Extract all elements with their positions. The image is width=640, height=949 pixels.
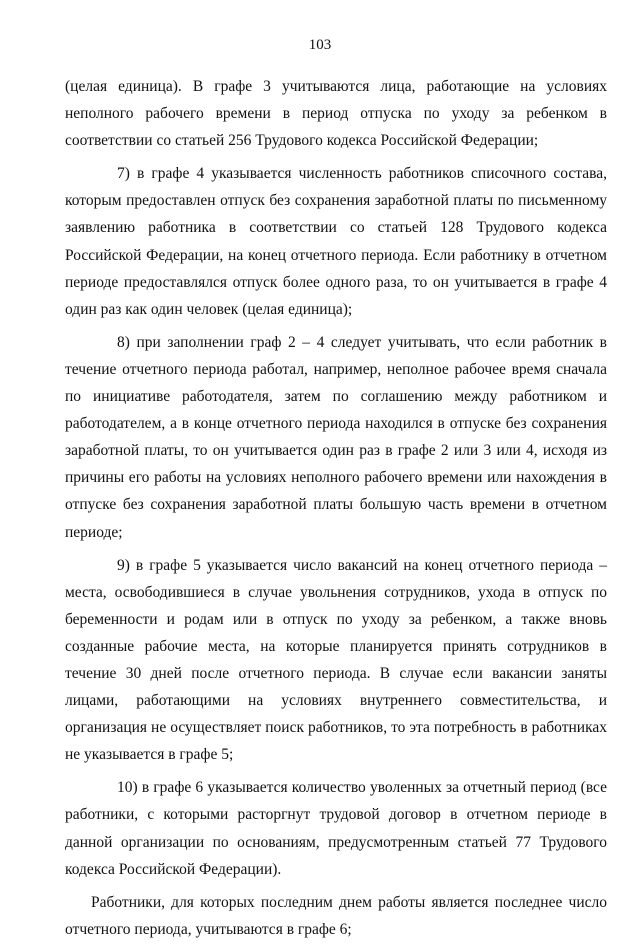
item-number: 8) <box>117 333 130 351</box>
paragraph-item-9 <box>65 552 607 769</box>
paragraph-final <box>65 889 607 943</box>
paragraph-text: в графе 5 указывается число вакансий на конец отчетного периода –места, освободившиеся в случае увольнения сотрудников, ухода в отпуск по беременности и родам или в отпуск по уходу за ребенком, а также вновь созданные рабочие места, на которые планируется принять сотрудников в течение 30 дней после отчетного периода. В случае если вакансии заняты лицами, работающими на условиях внутреннего совместительства, и организация не осуществляет поиск работников, то эта потребность в работниках не указывается в графе 5; <box>65 556 608 764</box>
item-number: 10) <box>117 779 138 797</box>
paragraph-text: при заполнении граф 2 – 4 следует учитывать, что если работник в течение отчетного периода работал, например, неполное рабочее время сначала по инициативе работодателя, затем по соглашению между работником и работодателем, а в конце отчетного периода находился в отпуске без сохранения заработной платы, то он учитывается один раз в графе 2 или 3 или 4, исходя из причины его работы на условиях неполного рабочего времени или нахождения в отпуске без сохранения заработной платы большую часть времени в отчетном периоде; <box>65 333 607 541</box>
paragraph-text: в графе 6 указывается количество уволенных за отчетный период (все работники, с которыми расторгнут трудовой договор в отчетном периоде в данной организации по основаниям, предусмотренным статьей 77 Трудового кодекса Российской Федерации). <box>65 779 608 878</box>
paragraph-item-10 <box>65 774 607 882</box>
page-number: 103 <box>308 37 332 53</box>
paragraph-text: в графе 4 указывается численность работников списочного состава, которым предоставлен отпуск без сохранения заработной платы по письменному заявлению работника в соответствии со статьей 128 Трудового кодекса Российской Федерации, на конец отчетного периода. Если работнику в отчетном периоде предоставлялся отпуск более одного раза, то он учитывается в графе 4 один раз как один человек (целая единица); <box>65 165 607 318</box>
document-body <box>65 73 607 949</box>
item-number: 7) <box>117 165 130 183</box>
paragraph-text: (целая единица). В графе 3 учитываются лица, работающие на условиях неполного рабочего времени в период отпуска по уходу за ребенком в соответствии со статьей 256 Трудового кодекса Российской Федерации; <box>65 78 607 150</box>
paragraph-item-8 <box>65 329 607 546</box>
item-number: 9) <box>117 556 130 574</box>
paragraph-item-7 <box>65 160 607 323</box>
paragraph-text: Работники, для которых последним днем работы является последнее число отчетного периода, учитываются в графе 6; <box>65 893 607 938</box>
paragraph-continuation <box>65 73 607 154</box>
